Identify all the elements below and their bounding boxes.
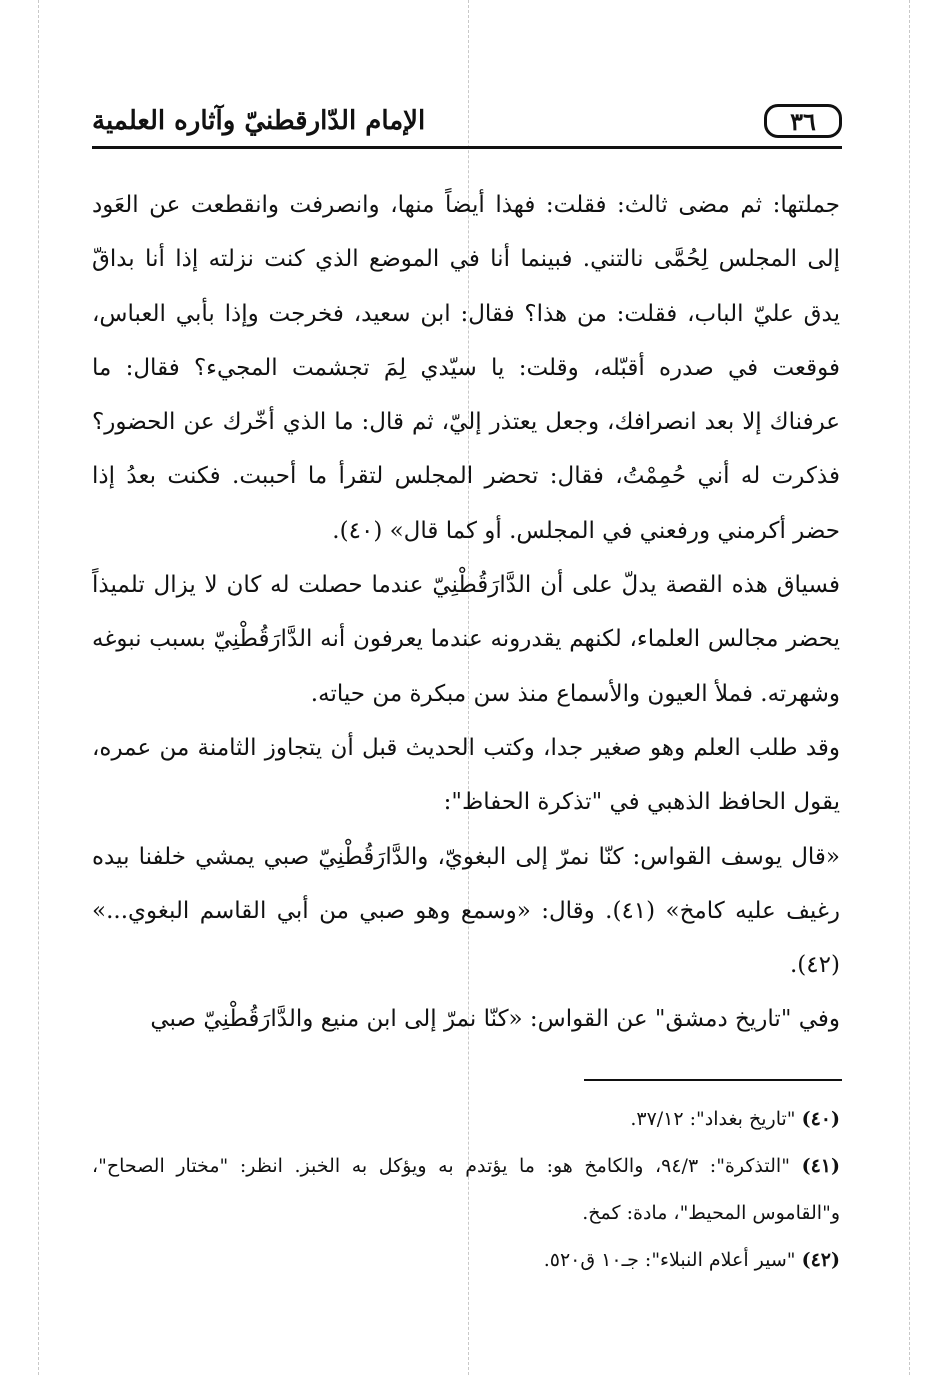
margin-guide-line (38, 0, 39, 1375)
running-title: الإمام الدّارقطنيّ وآثاره العلمية (92, 106, 426, 136)
paragraph: وقد طلب العلم وهو صغير جدا، وكتب الحديث قبل أن يتجاوز الثامنة من عمره، يقول الحافظ الذهبي في "تذكرة الحفاظ": (92, 734, 840, 816)
footnote-number: (٤١) (801, 1155, 840, 1177)
paragraph: وفي "تاريخ دمشق" عن القواس: «كنّا نمرّ إلى ابن منيع والدَّارَقُطْنِيّ صبي (150, 1006, 840, 1033)
footnote-number: (٤٠) (801, 1108, 840, 1130)
footnote (92, 1143, 840, 1237)
page-number: ٣٦ (764, 104, 842, 138)
paragraph: «قال يوسف القواس: كنّا نمرّ إلى البغويّ، والدَّارَقُطْنِيّ صبي يمشي خلفنا بيده رغيف عليه كامخ» (٤١). وقال: «وسمع وهو صبي من أبي القاسم البغوي...» (٤٢). (92, 843, 840, 979)
footnote-text: "التذكرة": ٩٤/٣، والكامخ هو: ما يؤتدم به ويؤكل به الخبز. انظر: "مختار الصحاح"، و"القاموس المحيط"، مادة: كمخ. (92, 1155, 840, 1224)
page-header (92, 98, 842, 146)
footnote (92, 1096, 840, 1143)
footnote (92, 1237, 840, 1284)
paragraph: جملتها: ثم مضى ثالث: فقلت: فهذا أيضاً منها، وانصرفت وانقطعت عن العَود إلى المجلس لِحُمَّى نالتني. فبينما أنا في الموضع الذي كنت نزلته إذا أنا بداقّ يدق عليّ الباب، فقلت: من هذا؟ فقال: ابن سعيد، فخرجت وإذا بأبي العباس، فوقعت في صدره أقبّله، وقلت: يا سيّدي لِمَ تجشمت المجيء؟ فقال: ما عرفناك إلا بعد انصرافك، وجعل يعتذر إليّ، ثم قال: ما الذي أخّرك عن الحضور؟ فذكرت له أني حُمِمْتُ، فقال: تحضر المجلس لتقرأ ما أحببت. فكنت بعدُ إذا حضر أكرمني ورفعني في المجلس. أو كما قال» (٤٠). (92, 192, 840, 544)
body-text (92, 178, 840, 1047)
header-divider (92, 146, 842, 149)
footnote-text: "تاريخ بغداد": ٣٧/١٢. (630, 1108, 796, 1130)
footnote-text: "سير أعلام النبلاء": جـ١٠ ق٥٢٠. (543, 1249, 796, 1271)
footnote-number: (٤٢) (801, 1249, 840, 1271)
margin-guide-line (909, 0, 910, 1375)
paragraph: فسياق هذه القصة يدلّ على أن الدَّارَقُطْنِيّ عندما حصلت له كان لا يزال تلميذاً يحضر مجالس العلماء، لكنهم يقدرونه عندما يعرفون أنه الدَّارَقُطْنِيّ بسبب نبوغه وشهرته. فملأ العيون والأسماع منذ سن مبكرة من حياته. (92, 572, 840, 707)
footnote-divider (584, 1079, 842, 1081)
footnotes (92, 1096, 840, 1284)
